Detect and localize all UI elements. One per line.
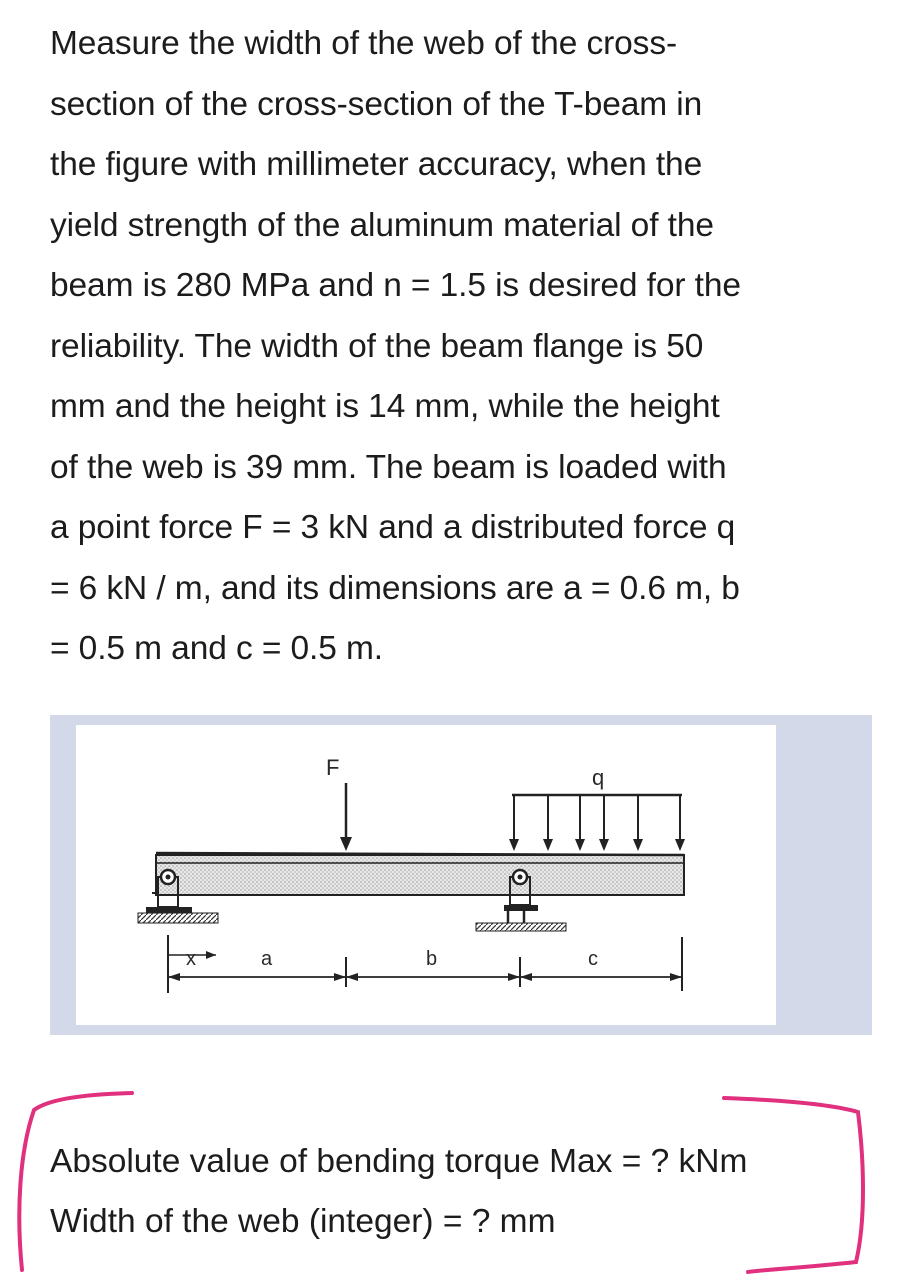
problem-line: a point force F = 3 kN and a distributed force q	[50, 509, 736, 546]
problem-statement	[50, 14, 880, 680]
dimension-line	[168, 935, 682, 993]
problem-line: yield strength of the aluminum material of the	[50, 206, 714, 244]
c-label: c	[588, 948, 598, 970]
problem-line: Measure the width of the web of the cross-	[50, 25, 678, 62]
problem-line: reliability. The width of the beam flange is 50	[50, 327, 704, 365]
figure-panel	[50, 715, 872, 1035]
problem-line: beam is 280 MPa and n = 1.5 is desired for the	[50, 267, 741, 304]
max-moment-prompt: Absolute value of bending torque Max = ? kNm	[50, 1143, 748, 1180]
problem-line: mm and the height is 14 mm, while the height	[50, 388, 720, 425]
problem-line: the figure with millimeter accuracy, when the	[50, 146, 703, 183]
web-width-prompt: Width of the web (integer) = ? mm	[50, 1203, 556, 1240]
force-label: F	[326, 755, 340, 780]
b-label: b	[426, 948, 438, 970]
beam-figure	[76, 725, 776, 1025]
problem-line: section of the cross-section of the T-beam in	[50, 85, 703, 123]
load-label: q	[592, 765, 605, 790]
distributed-load	[509, 795, 685, 851]
answer-prompts	[50, 1132, 880, 1252]
x-label: x	[186, 948, 196, 970]
problem-line: = 6 kN / m, and its dimensions are a = 0.6 m, b	[50, 569, 740, 607]
beam-diagram	[76, 725, 776, 1025]
beam	[156, 853, 684, 895]
a-label: a	[261, 948, 273, 970]
problem-line: of the web is 39 mm. The beam is loaded with	[50, 448, 727, 486]
point-force-arrow	[340, 783, 352, 851]
problem-line: = 0.5 m and c = 0.5 m.	[50, 630, 383, 667]
